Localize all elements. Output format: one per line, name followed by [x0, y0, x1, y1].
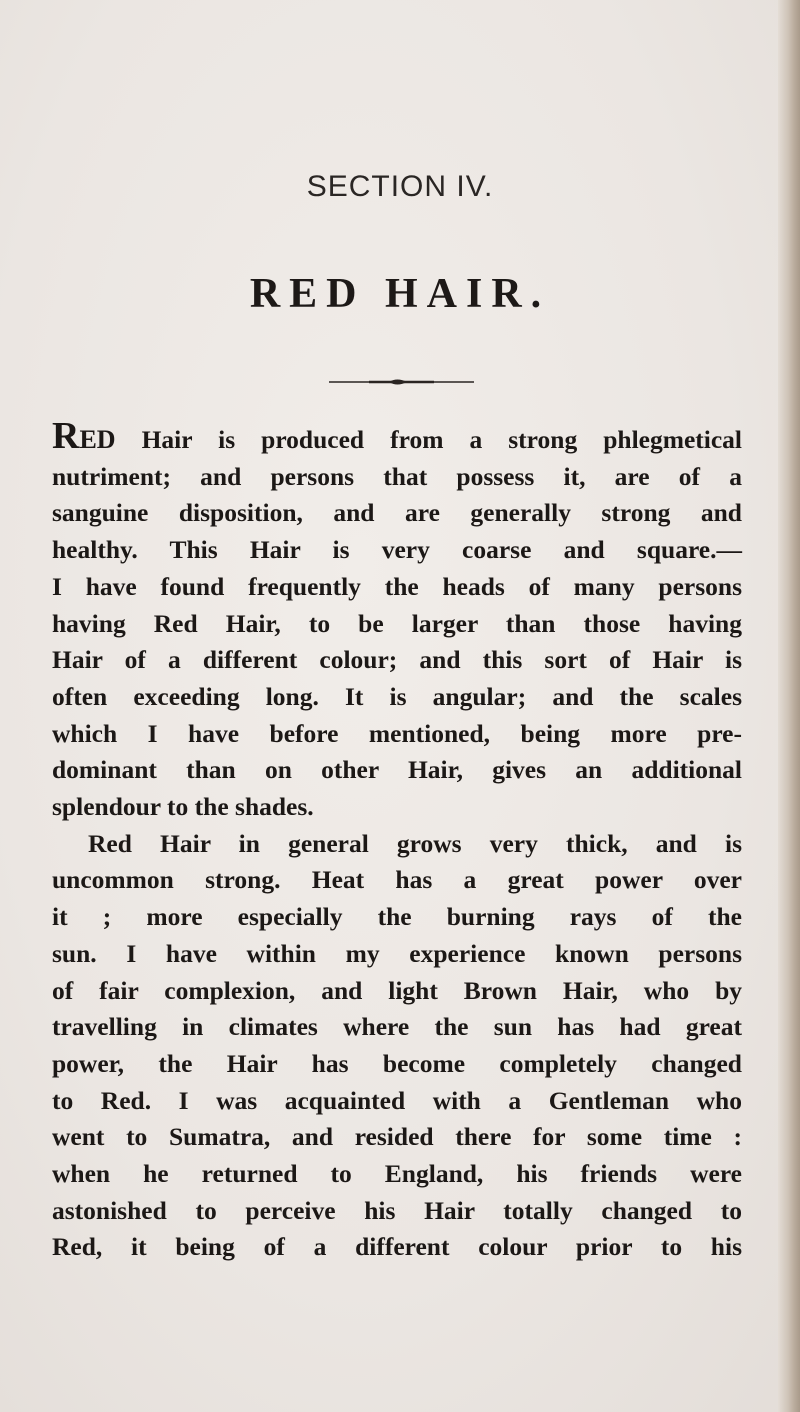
text-line: splendour to the shades.: [52, 792, 314, 822]
page-title: RED HAIR.: [249, 271, 551, 317]
text-line: having Red Hair, to be larger than those having: [52, 608, 742, 638]
text-line: often exceeding long. It is angular; and the scales: [52, 681, 742, 711]
text-line: Red Hair in general grows very thick, and is: [88, 828, 742, 858]
line-text: Hair is produced from a strong phlegmetical: [141, 425, 743, 454]
text-line: I have found frequently the heads of many persons: [52, 571, 742, 601]
text-line: power, the Hair has become completely changed: [52, 1048, 742, 1078]
section-heading: SECTION IV.: [306, 170, 494, 203]
text-line: of fair complexion, and light Brown Hair, who by: [52, 975, 742, 1005]
text-line: went to Sumatra, and resided there for some time :: [52, 1122, 742, 1152]
paragraph-1: [52, 415, 743, 826]
paragraph-2: [52, 826, 742, 1266]
ornamental-rule: [329, 377, 474, 387]
text-line: sanguine disposition, and are generally strong and: [52, 498, 742, 528]
text-line: it ; more especially the burning rays of the: [52, 902, 742, 932]
text-line: when he returned to England, his friends were: [52, 1159, 742, 1189]
page-edge-shadow: [778, 0, 800, 1412]
text-line: dominant than on other Hair, gives an additional: [52, 755, 742, 785]
text-line: astonished to perceive his Hair totally changed to: [52, 1195, 742, 1225]
text-line: healthy. This Hair is very coarse and square.—: [52, 535, 742, 565]
body-text: [52, 415, 743, 1266]
text-line: travelling in climates where the sun has had great: [52, 1012, 742, 1042]
text-line: Hair of a different colour; and this sort of Hair is: [52, 645, 742, 675]
first-word-rest: ED: [79, 425, 116, 454]
text-line: sun. I have within my experience known persons: [52, 938, 742, 968]
text-line: uncommon strong. Heat has a great power over: [52, 865, 742, 895]
text-line-first: [52, 415, 743, 459]
drop-cap: R: [52, 415, 80, 457]
text-line: nutriment; and persons that possess it, are of a: [52, 461, 742, 491]
text-line: Red, it being of a different colour prior to his: [52, 1232, 742, 1262]
text-line: which I have before mentioned, being more pre-: [52, 718, 742, 748]
text-line: to Red. I was acquainted with a Gentleman who: [52, 1085, 742, 1115]
